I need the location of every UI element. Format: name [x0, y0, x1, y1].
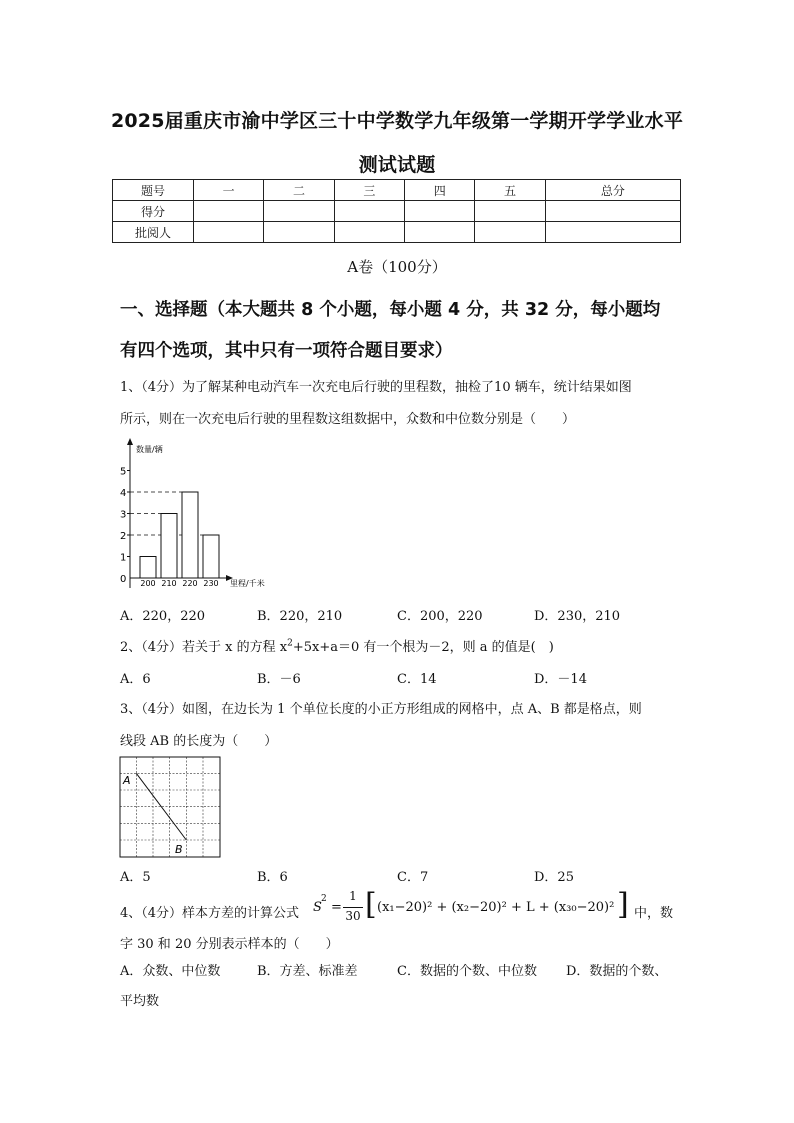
q3-option-c[interactable]: C．7 [397, 870, 429, 885]
score-row [113, 201, 681, 222]
bar-210 [161, 514, 177, 579]
fraction-bar [343, 907, 363, 908]
q2-option-d[interactable]: D．－14 [534, 672, 587, 687]
q2-exponent: 2 [287, 638, 293, 649]
exam-title-line1: 2025届重庆市渝中学区三十中学数学九年级第一学期开学学业水平 [110, 110, 684, 132]
y-tick-label: 4 [120, 488, 127, 499]
formula-equals: = [331, 900, 342, 915]
bar-230 [203, 535, 219, 578]
formula-body: (x₁−20)² + (x₂−20)² + L + (x₃₀−20)² [377, 900, 615, 915]
table-header-cell: 总分 [545, 180, 680, 201]
table-header-cell: 二 [264, 180, 334, 201]
q2-option-b[interactable]: B．－6 [257, 672, 301, 687]
reviewer-cell [334, 222, 404, 243]
x-tick-label: 220 [182, 579, 198, 588]
q4-option-d-continued: 平均数 [120, 994, 160, 1009]
x-axis-label: 里程/千米 [230, 579, 265, 588]
score-cell [545, 201, 680, 222]
q3-grid-figure [119, 756, 223, 860]
bar-200 [140, 557, 156, 579]
q4-text-line2: 字 30 和 20 分别表示样本的（ ） [120, 937, 339, 952]
q4-option-b[interactable]: B．方差、标准差 [257, 964, 358, 979]
score-cell [475, 201, 545, 222]
q4-text-pre: 4、（4分）样本方差的计算公式 [120, 906, 300, 921]
score-cell [264, 201, 334, 222]
right-bracket: ] [617, 887, 629, 922]
y-tick-label: 5 [120, 466, 127, 478]
q4-option-a[interactable]: A．众数、中位数 [120, 964, 221, 979]
q2-text [120, 636, 554, 655]
q2-option-c[interactable]: C．14 [397, 672, 437, 687]
formula-numerator: 1 [349, 889, 357, 903]
q2-option-a[interactable]: A．6 [120, 672, 151, 687]
formula-denominator: 30 [345, 909, 361, 923]
part1-heading-line1: 一、选择题（本大题共 8 个小题，每小题 4 分，共 32 分，每小题均 [120, 300, 661, 320]
q1-option-a[interactable]: A．220，220 [120, 609, 206, 624]
table-header-cell: 题号 [113, 180, 194, 201]
y-tick-label: 2 [120, 531, 127, 542]
table-header-cell: 四 [405, 180, 475, 201]
q4-option-c[interactable]: C．数据的个数、中位数 [397, 964, 537, 979]
score-table-header-row [113, 180, 681, 201]
table-header-cell: 三 [334, 180, 404, 201]
x-tick-label: 210 [161, 579, 177, 588]
q1-option-b[interactable]: B．220，210 [257, 609, 343, 624]
formula-lhs: S [313, 900, 322, 915]
segment-ab [136, 773, 186, 840]
left-bracket: [ [365, 887, 377, 922]
score-table [112, 179, 681, 243]
part1-heading-line2: 有四个选项，其中只有一项符合题目要求） [120, 341, 453, 361]
y-axis-label: 数量/辆 [136, 445, 163, 454]
point-a-label: A [123, 774, 131, 787]
q3-option-a[interactable]: A．5 [120, 870, 151, 885]
table-header-cell: 一 [194, 180, 264, 201]
reviewer-cell [405, 222, 475, 243]
q1-option-c[interactable]: C．200，220 [397, 609, 483, 624]
q3-option-d[interactable]: D．25 [534, 870, 574, 885]
reviewer-cell [475, 222, 545, 243]
reviewer-cell [194, 222, 264, 243]
formula-lhs-exponent: 2 [321, 894, 327, 904]
point-b-label: B [175, 843, 183, 856]
grid-lines [120, 757, 220, 857]
section-a-heading: A卷（100分） [347, 258, 447, 276]
y-axis-arrow [127, 438, 133, 445]
score-cell [405, 201, 475, 222]
q2-text-pre: 2、（4分）若关于 x 的方程 x [120, 640, 288, 655]
exam-title-line2: 测试试题 [358, 154, 436, 176]
q1-bar-chart [112, 436, 282, 596]
x-tick-label: 200 [140, 579, 156, 588]
x-tick-label: 230 [203, 579, 219, 588]
origin-label: 0 [120, 574, 127, 585]
y-tick-label: 3 [120, 509, 127, 521]
bar-220 [182, 492, 198, 578]
score-cell [194, 201, 264, 222]
q4-option-d[interactable]: D．数据的个数、 [566, 964, 668, 979]
q1-text-line2: 所示，则在一次充电后行驶的里程数这组数据中，众数和中位数分别是（ ） [120, 412, 576, 427]
q1-option-d[interactable]: D．230，210 [534, 609, 621, 624]
y-tick-label: 1 [120, 552, 127, 564]
reviewer-cell [545, 222, 680, 243]
reviewer-cell [264, 222, 334, 243]
score-cell [334, 201, 404, 222]
q1-text-line1: 1、（4分）为了解某种电动汽车一次充电后行驶的里程数，抽检了10 辆车，统计结果如图 [120, 380, 632, 395]
q2-text-post: +5x+a＝0 有一个根为－2，则 a 的值是( ) [292, 640, 554, 655]
q3-text-line1: 3、（4分）如图，在边长为 1 个单位长度的小正方形组成的网格中，点 A、B 都是格点，则 [120, 702, 642, 717]
row-label: 得分 [113, 201, 194, 222]
row-label: 批阅人 [113, 222, 194, 243]
reviewer-row [113, 222, 681, 243]
q3-option-b[interactable]: B．6 [257, 870, 288, 885]
table-header-cell: 五 [475, 180, 545, 201]
q3-text-line2: 线段 AB 的长度为（ ） [120, 734, 278, 749]
q4-text-post: 中，数 [634, 906, 674, 921]
